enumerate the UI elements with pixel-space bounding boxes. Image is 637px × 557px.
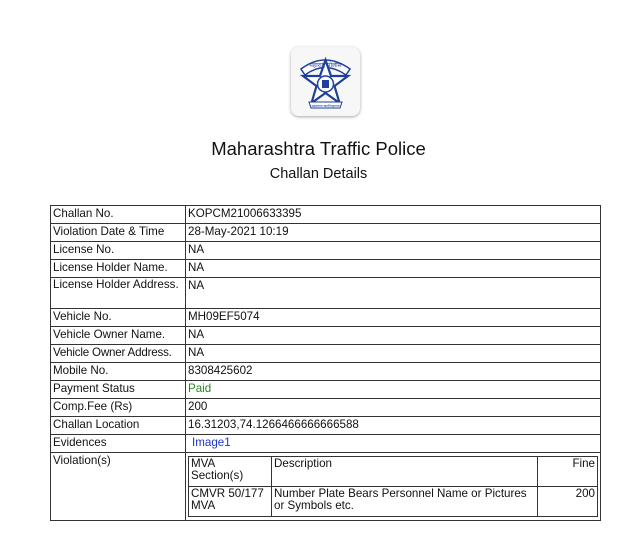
violations-table bbox=[188, 456, 598, 517]
row-label: License No. bbox=[51, 242, 186, 260]
row-label: License Holder Name. bbox=[51, 260, 186, 278]
description-header: Description bbox=[272, 457, 538, 487]
table-row bbox=[51, 278, 601, 309]
violations-header-row bbox=[189, 457, 598, 487]
mva-section-value: CMVR 50/177 MVA bbox=[189, 487, 272, 517]
row-label: Violation(s) bbox=[51, 453, 186, 521]
row-label: Comp.Fee (Rs) bbox=[51, 399, 186, 417]
challan-number: KOPCM21006633395 bbox=[186, 206, 601, 224]
table-row bbox=[51, 453, 601, 521]
table-row bbox=[51, 345, 601, 363]
row-label: Vehicle Owner Address. bbox=[51, 345, 186, 363]
logo-text-top: महाराष्ट्र पोलीस bbox=[309, 62, 342, 69]
challan-details-table bbox=[50, 205, 601, 521]
row-label: Mobile No. bbox=[51, 363, 186, 381]
row-label: License Holder Address. bbox=[51, 278, 186, 309]
row-label: Challan Location bbox=[51, 417, 186, 435]
comp-fee-value: 200 bbox=[186, 399, 601, 417]
table-row bbox=[51, 363, 601, 381]
payment-status-value: Paid bbox=[186, 381, 601, 399]
violation-row bbox=[189, 487, 598, 517]
license-holder-name: NA bbox=[186, 260, 601, 278]
vehicle-owner-name: NA bbox=[186, 327, 601, 345]
table-row bbox=[51, 309, 601, 327]
police-logo bbox=[291, 47, 360, 116]
table-row bbox=[51, 242, 601, 260]
row-label: Payment Status bbox=[51, 381, 186, 399]
violation-fine: 200 bbox=[538, 487, 598, 517]
row-label: Vehicle Owner Name. bbox=[51, 327, 186, 345]
page-title: Maharashtra Traffic Police bbox=[211, 138, 426, 159]
mva-section-header: MVA Section(s) bbox=[189, 457, 272, 487]
violation-datetime: 28-May-2021 10:19 bbox=[186, 224, 601, 242]
row-label: Vehicle No. bbox=[51, 309, 186, 327]
evidence-image-link[interactable]: Image1 bbox=[192, 436, 231, 449]
maharashtra-police-seal-icon bbox=[291, 47, 360, 116]
challan-location: 16.31203,74.1266466666666588 bbox=[186, 417, 601, 435]
row-label: Challan No. bbox=[51, 206, 186, 224]
license-holder-address: NA bbox=[186, 278, 601, 309]
vehicle-number: MH09EF5074 bbox=[186, 309, 601, 327]
vehicle-owner-address: NA bbox=[186, 345, 601, 363]
license-number: NA bbox=[186, 242, 601, 260]
page-subtitle: Challan Details bbox=[269, 166, 368, 182]
table-row bbox=[51, 399, 601, 417]
fine-header: Fine bbox=[538, 457, 598, 487]
row-label: Evidences bbox=[51, 435, 186, 453]
logo-text-bottom: सद्रक्षणाय खलनिग्रहणाय bbox=[311, 104, 340, 108]
table-row bbox=[51, 224, 601, 242]
row-label: Violation Date & Time bbox=[51, 224, 186, 242]
table-row bbox=[51, 435, 601, 453]
table-row bbox=[51, 206, 601, 224]
violation-description: Number Plate Bears Personnel Name or Pictures or Symbols etc. bbox=[272, 487, 538, 517]
table-row bbox=[51, 327, 601, 345]
table-row bbox=[51, 381, 601, 399]
table-row bbox=[51, 260, 601, 278]
mobile-number: 8308425602 bbox=[186, 363, 601, 381]
table-row bbox=[51, 417, 601, 435]
